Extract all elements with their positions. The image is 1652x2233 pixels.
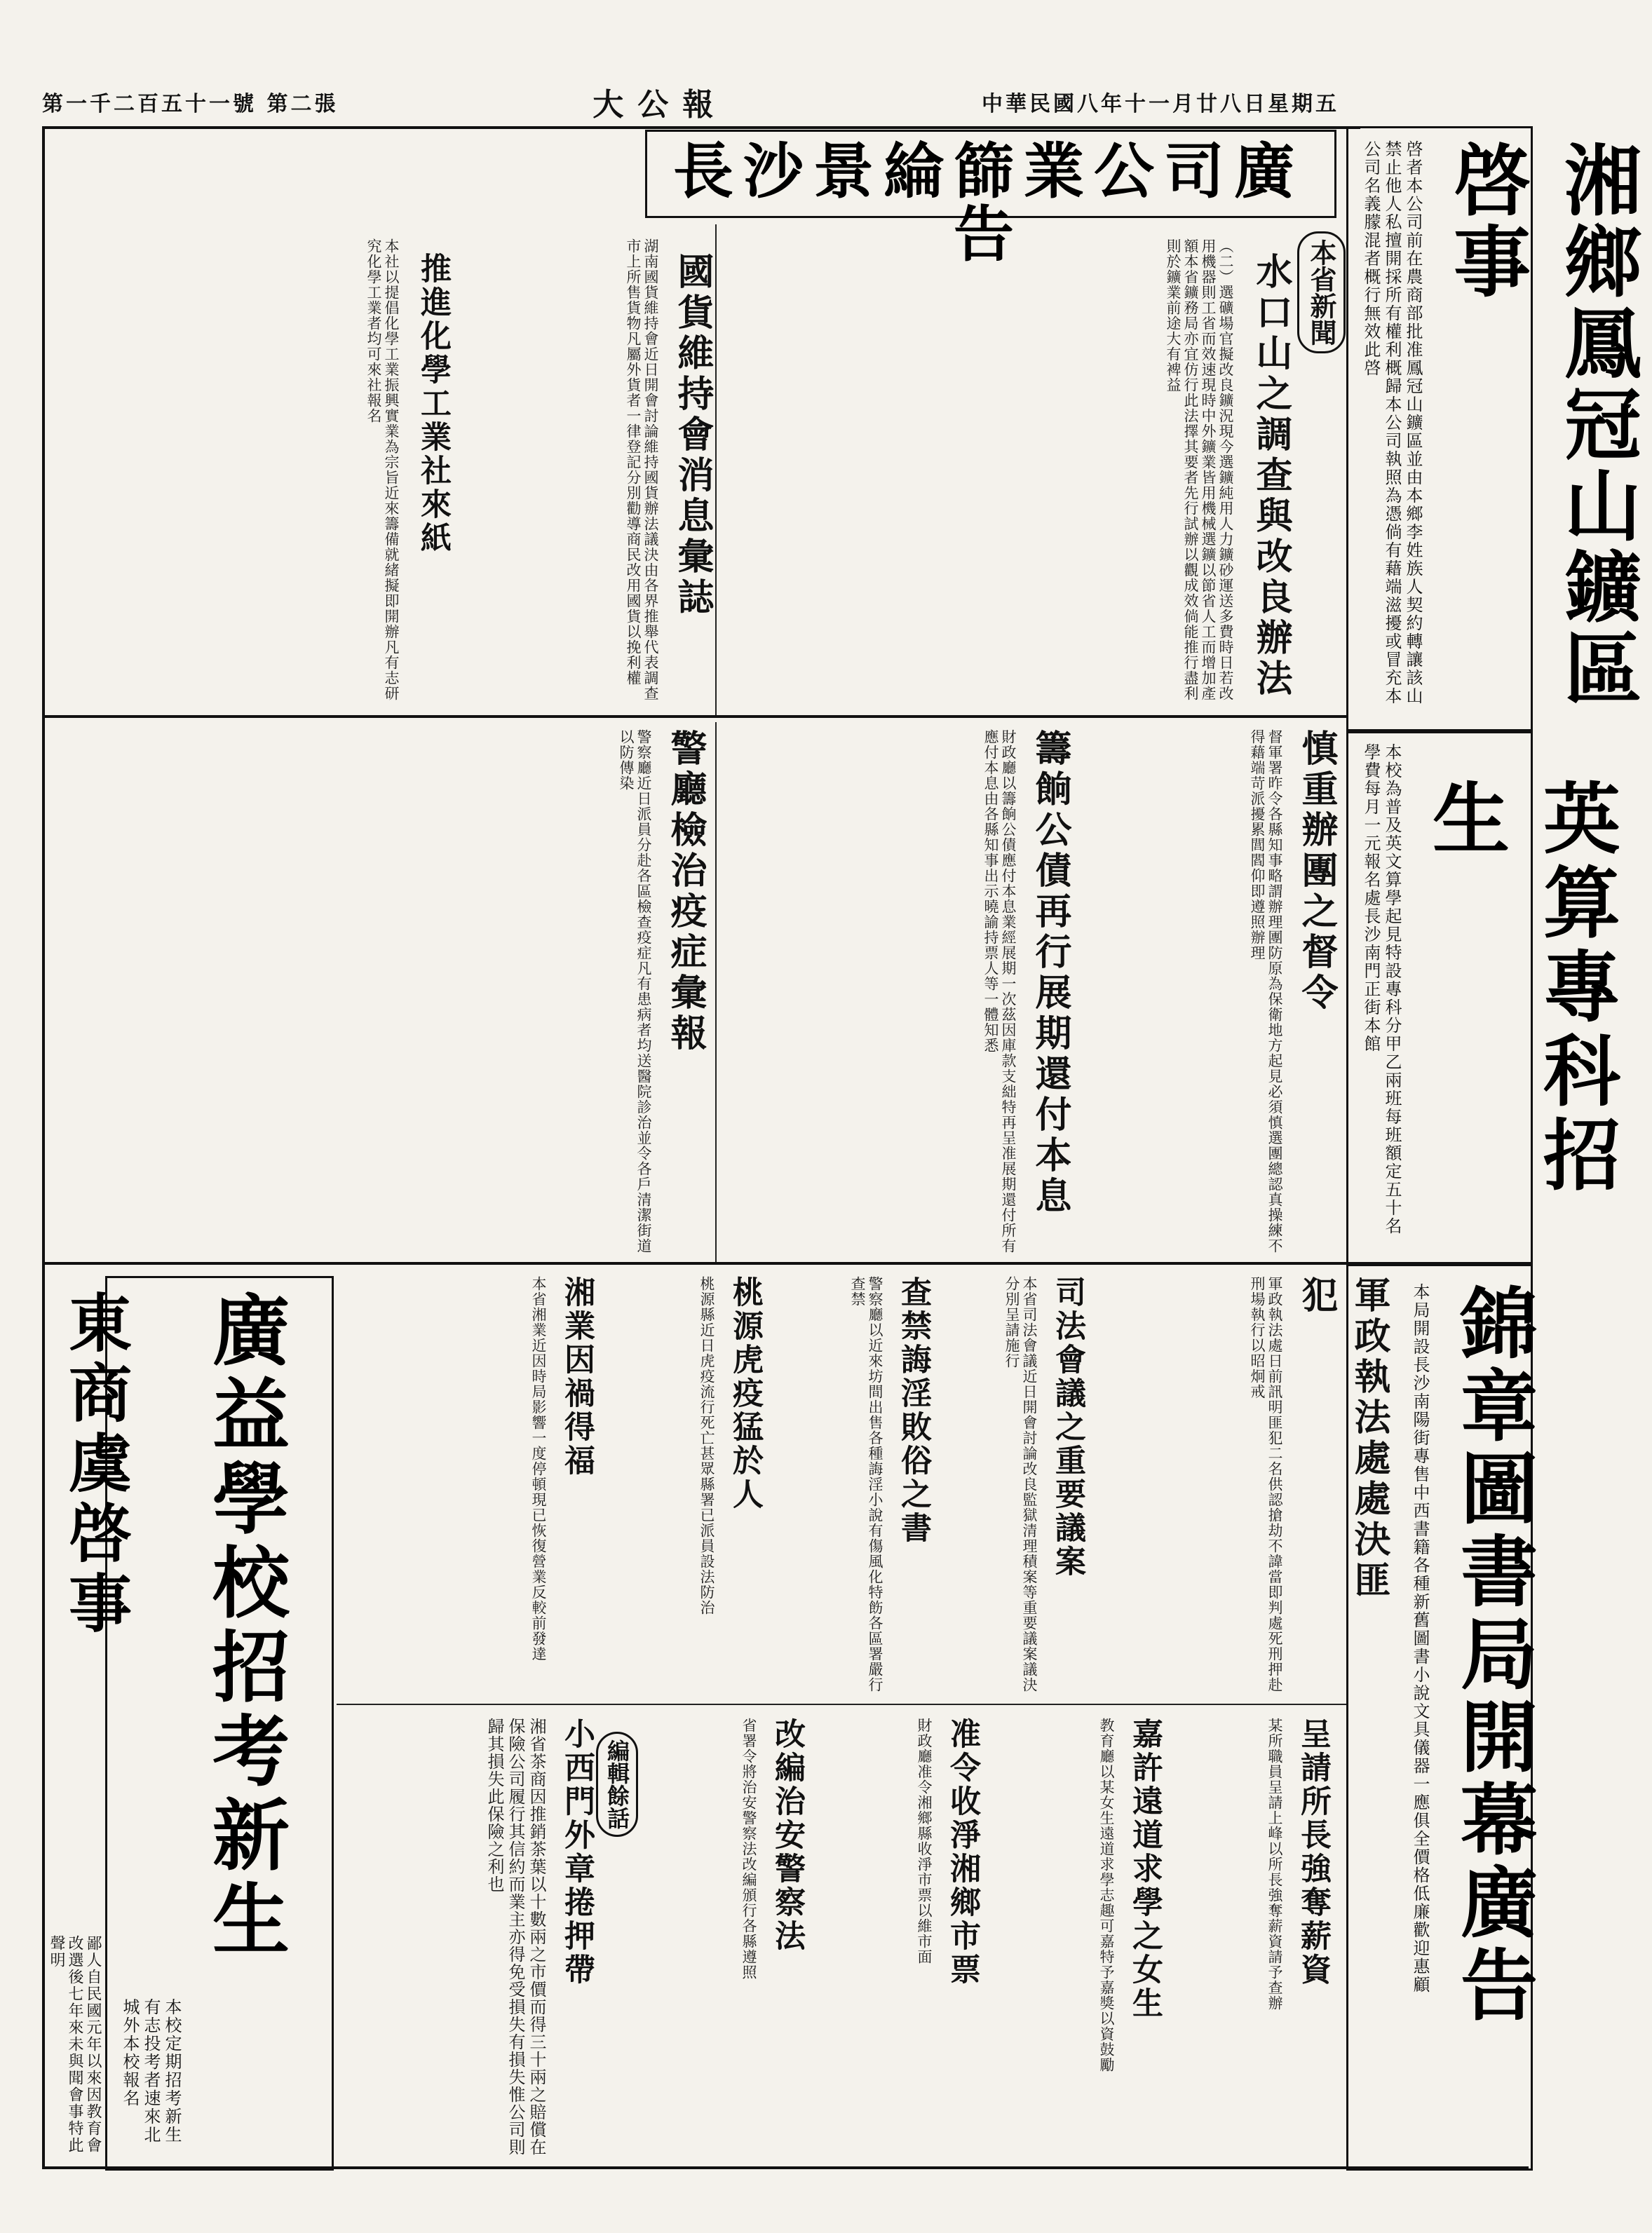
article-title-10: 桃源虎疫猛於人: [727, 1276, 763, 1512]
article-body-11: 本省湘業近因時局影響一度停頓現已恢復營業反較前發達: [530, 1276, 547, 1662]
article-body-3: 本社以提倡化學工業振興實業為宗旨近來籌備就緒擬即開辦凡有志研究化學工業者均可來社報名: [365, 238, 400, 701]
article-title-12: 呈請所長強奪薪資: [1295, 1718, 1331, 1987]
editorial-body: 湘省茶商因推銷茶葉以十數兩之市價而得三十兩之賠償在保險公司履行其信約而業主亦得免受損失有損失惟公司則歸其損失此保險之利也: [485, 1718, 546, 2156]
article-title-16: 小西門外章捲押帶: [559, 1718, 595, 1987]
article-body-7: 軍政執法處日前訊明匪犯二名供認搶劫不諱當即判處死刑押赴刑場執行以昭炯戒: [1249, 1276, 1283, 1692]
article-title-13: 嘉許遠道求學之女生: [1127, 1718, 1163, 2021]
jinzhang-ad-body: 本局開設長沙南陽街專售中西書籍各種新舊圖書小說文具儀器一應俱全價格低廉歡迎惠顧: [1410, 1283, 1430, 1994]
article-title-14: 准令收淨湘鄉市票: [945, 1718, 980, 1987]
article-body-13: 教育廳以某女生遠道求學志趣可嘉特予嘉獎以資鼓勵: [1098, 1718, 1115, 2072]
masthead-date-line: 中華民國八年十一月廿八日星期五: [981, 92, 1339, 116]
article-title-4: 慎重辦團之督令: [1295, 729, 1338, 1014]
dongshang-ad-title: 東商虞啓事: [57, 1290, 132, 1641]
article-title-6: 警廳檢治疫症彙報: [664, 729, 707, 1054]
masthead-issue: 第一千二百五十一號 第二張: [42, 92, 339, 116]
guangyi-ad-body: 本校定期招考新生有志投考者速來北城外本校報名: [120, 1998, 182, 2144]
masthead: [42, 81, 1339, 123]
article-title-8: 司法會議之重要議案: [1050, 1276, 1085, 1579]
guangyi-ad-title: 廣益學校招考新生: [200, 1290, 290, 1963]
article-title-1: 水口山之調查與改良辦法: [1250, 252, 1292, 700]
bottom-rule: [42, 2166, 1529, 2169]
masthead-rule: [42, 126, 1360, 129]
article-title-15: 改編治安警察法: [769, 1718, 805, 1953]
article-body-12: 某所職員呈請上峰以所長強奪薪資請予查辦: [1266, 1718, 1283, 2011]
local-news-tag: 本省新聞: [1297, 231, 1346, 353]
article-body-1: （二）選礦場官擬改良鑛況現今選鑛純用人力鑛砂運送多費時日若改用機器則工省而效速現時中外鑛業皆用機械選鑛以節省人工而增加產額本省鑛務局亦宜仿行此法擇其要者先行試辦以觀成效倘能推行盡利則於鑛業前途大有裨益: [1165, 238, 1234, 701]
article-body-15: 省署令將治安警察法改編頒行各縣遵照: [740, 1718, 757, 1980]
article-title-11: 湘業因禍得福: [559, 1276, 595, 1478]
article-title-5: 籌餉公債再行展期還付本息: [1029, 729, 1071, 1217]
article-body-10: 桃源縣近日虎疫流行死亡甚眾縣署已派員設法防治: [698, 1276, 715, 1615]
article-body-6: 警察廳近日派員分赴各區檢查疫症凡有患病者均送醫院診治並令各戶清潔街道以防傳染: [618, 729, 652, 1254]
article-title-9: 查禁誨淫敗俗之書: [895, 1276, 931, 1545]
masthead-paper-name: 大公報: [593, 87, 728, 123]
article-title-7: 軍政執法處處決匪犯: [1295, 1276, 1390, 1601]
dongshang-ad-body: 鄙人自民國元年以來因教育會改選後七年來未與聞會事特此聲明: [48, 1935, 102, 2154]
article-body-5: 財政廳以籌餉公債應付本息業經展期一次茲因庫款支絀特再呈准展期還付所有應付本息由各縣知事出示曉諭持票人等一體知悉: [982, 729, 1017, 1254]
jinzhang-ad-title: 錦章圖書局開幕廣告: [1448, 1283, 1538, 2028]
ying-ad-body: 本校為普及英文算學起見特設專科分甲乙兩班每班額定五十名學費每月一元報名處長沙南門正街本館: [1361, 743, 1402, 1235]
middle-section-rule: [42, 1262, 1346, 1265]
article-body-4: 督軍署昨令各縣知事略謂辦理團防原為保衛地方起見必須慎選團總認真操練不得藉端苛派擾累閭閻仰即遵照辦理: [1249, 729, 1283, 1254]
upper-section-rule: [42, 715, 1346, 718]
editor-note-tag: 編輯餘話: [596, 1732, 638, 1837]
top-banner-ad: 長沙景綸篩業公司廣告: [673, 136, 1304, 270]
lower-mid-rule: [337, 1704, 1346, 1705]
xiangxiang-ad-body: 啓者本公司前在農商部批准鳳冠山鑛區並由本鄉李姓族人契約轉讓該山禁止他人私擅開採所有權利概歸本公司執照為憑倘有藉端滋擾或冒充本公司名義朦混者概行無效此啓: [1361, 140, 1423, 705]
article-body-9: 警察廳以近來坊間出售各種誨淫小說有傷風化特飭各區署嚴行查禁: [849, 1276, 883, 1692]
left-edge-rule: [42, 126, 45, 2166]
article-title-2: 國貨維持會消息彙誌: [671, 252, 714, 618]
article-body-2: 湖南國貨維持會近日開會討論維持國貨辦法議決由各界推舉代表調查市上所售貨物凡屬外貨者一律登記分別勸導商民改用國貨以挽利權: [625, 238, 659, 701]
divider-2: [715, 722, 717, 1262]
xiangxiang-ad-title: 湘鄉鳳冠山鑛區啓事: [1441, 140, 1642, 710]
article-title-3: 推進化學工業社來紙: [415, 252, 451, 555]
article-body-8: 本省司法會議近日開會討論改良監獄清理積案等重要議案議決分別呈請施行: [1003, 1276, 1038, 1692]
article-body-14: 財政廳准令湘鄉縣收淨市票以維市面: [916, 1718, 933, 1964]
ying-ad-title: 英算專科招生: [1420, 778, 1621, 1199]
